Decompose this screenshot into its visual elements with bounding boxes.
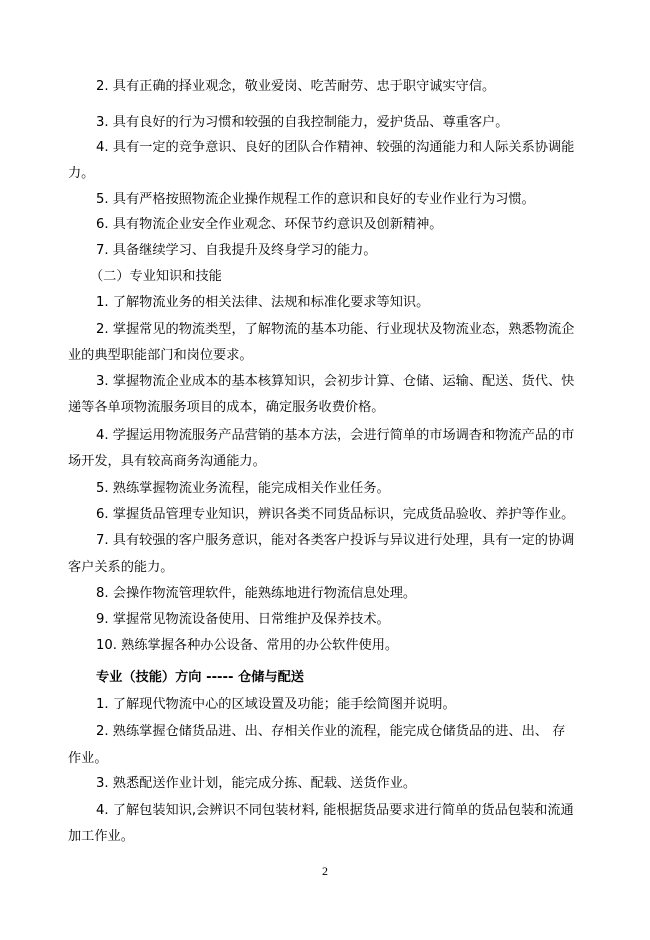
text-line: 9. 掌握常见物流设备使用、日常维护及保养技术。 [96,612,390,627]
text-line: 4. 学握运用物流服务产品营销的基本方法，会进行简单的市场调杳和物流产品的市 [96,428,575,443]
text-line: 6. 具有物流企业安全作业观念、环保节约意识及创新精神。 [96,217,443,232]
text-line: 4. 具有一定的竞争意识、良好的团队合作精神、较强的沟通能力和人际关系协调能 [96,140,575,155]
text-line: 3. 具有良好的行为习惯和较强的自我控制能力，爱护货品、尊重客户。 [96,115,509,130]
text-line: 7. 具备继续学习、自我提升及终身学习的能力。 [96,243,377,258]
text-line: 1. 了解现代物流中心的区域设置及功能；能手绘简图并说明。 [96,697,456,712]
text-line: 2. 熟练掌握仓储货品进、出、存相关作业的流程，能完成仓储货品的进、出、 存 [96,724,566,739]
section-heading: （二）专业知识和技能 [90,269,222,284]
text-line: 3. 掌握物流企业成本的基本核算知识，会初步计算、仓储、运输、配送、货代、快 [96,374,575,389]
page-number: 2 [322,864,328,878]
section-heading: 专业（技能）方向 ----- 仓储与配送 [96,670,304,685]
text-line: 场开发，具有较高商务沟通能力。 [68,454,266,469]
text-line: 作业。 [68,751,108,766]
text-line: 加工作业。 [68,829,134,844]
text-line: 10. 熟练掌握各种办公设备、常用的办公软件使用。 [96,638,399,653]
text-line: 2. 掌握常见的物流类型，了解物流的基本功能、行业现状及物流业态，熟悉物流企 [96,322,575,337]
text-line: 8. 会操作物流管理软件，能熟练地进行物流信息处理。 [96,586,417,601]
text-line: 1. 了解物流业务的相关法律、法规和标准化要求等知识。 [96,295,430,310]
text-line: 4. 了解包装知识,会辨识不同包装材料, 能根据货品要求进行简单的货品包装和流通 [96,803,574,818]
text-line: 7. 具有较强的客户服务意识，能对各类客户投诉与异议进行处理，具有一定的协调 [96,533,575,548]
text-line: 业的典型职能部门和岗位要求。 [68,348,253,363]
text-line: 3. 熟悉配送作业计划，能完成分拣、配载、送货作业。 [96,776,417,791]
text-line: 5. 熟练掌握物流业务流程，能完成相关作业任务。 [96,481,390,496]
text-line: 力。 [68,166,95,181]
text-line: 6. 掌握货品管理专业知识，辨识各类不同货品标识，完成货品验收、养护等作业。 [96,507,575,522]
text-line: 客户关系的能力。 [68,560,174,575]
text-line: 5. 具有严格按照物流企业操作规程工作的意识和良好的专业作业行为习惯。 [96,192,535,207]
text-line: 递等各单项物流服务项目的成本，确定服务收费价格。 [68,400,385,415]
text-line: 2. 具有正确的择业观念，敬业爱岗、吃苦耐劳、忠于职守诚实守信。 [96,79,496,94]
